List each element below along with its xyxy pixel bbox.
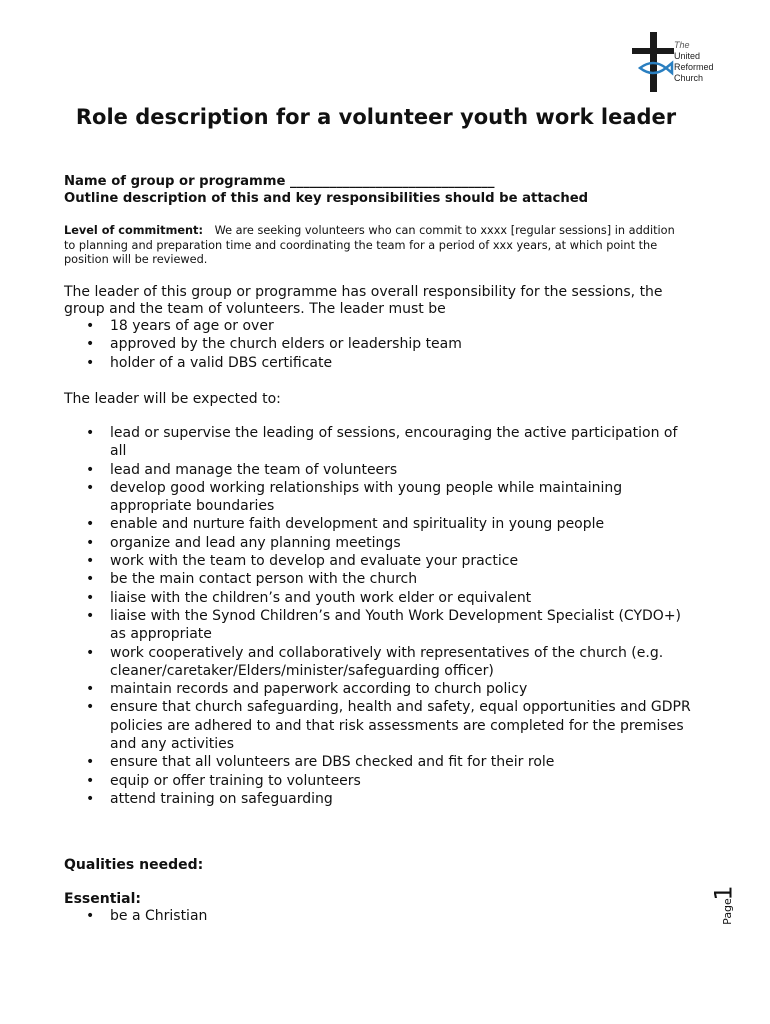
commitment-text: We are seeking volunteers who can commit to xxxx [regular sessions] in addition to planning and preparation time and coordinating the team for a period of xxx years, at which point the position will be reviewed. (64, 224, 675, 266)
list-item: • attend training on safeguarding (64, 790, 694, 808)
page-number-marker (709, 879, 748, 929)
level-of-commitment (64, 224, 684, 268)
list-item: • be a Christian (64, 907, 694, 925)
name-of-group-line (64, 173, 494, 190)
list-item: • liaise with the Synod Children’s and Youth Work Development Specialist (CYDO+) as appropriate (64, 607, 694, 644)
list-item: • equip or offer training to volunteers (64, 772, 694, 790)
commitment-label: Level of commitment: (64, 224, 203, 237)
list-item: • ensure that church safeguarding, health and safety, equal opportunities and GDPR policies are adhered to and that risk assessments are completed for the premises and any activities (64, 698, 694, 753)
logo-line-reformed: Reformed (674, 62, 714, 72)
page-label: Page (720, 898, 734, 925)
list-item: • work with the team to develop and evaluate your practice (64, 552, 694, 570)
list-item: • develop good working relationships with young people while maintaining appropriate boundaries (64, 479, 694, 516)
essential-list (64, 907, 694, 925)
qualities-heading: Qualities needed: (64, 857, 204, 873)
logo-cross-horizontal (632, 48, 674, 54)
leader-intro: The leader of this group or programme has overall responsibility for the sessions, the group and the team of volunteers. The leader must be (64, 284, 663, 317)
list-item: • organize and lead any planning meetings (64, 534, 694, 552)
expectations-list (64, 424, 694, 808)
logo-line-united: United (674, 51, 701, 61)
logo-text (674, 40, 714, 84)
list-item: • liaise with the children’s and youth work elder or equivalent (64, 589, 694, 607)
list-item: • 18 years of age or over (64, 317, 694, 335)
logo-the: The (674, 40, 690, 50)
list-item: • ensure that all volunteers are DBS checked and fit for their role (64, 753, 694, 771)
name-of-group-blank: _______________________________ (290, 174, 495, 189)
logo-line-church: Church (674, 73, 704, 83)
list-item: • work cooperatively and collaboratively with representatives of the church (e.g. cleaner/caretaker/Elders/minister/safeguarding officer) (64, 644, 694, 681)
name-of-group-label: Name of group or programme (64, 174, 286, 189)
page-title: Role description for a volunteer youth work leader (75, 105, 677, 129)
list-item: • be the main contact person with the church (64, 570, 694, 588)
expected-intro: The leader will be expected to: (64, 391, 281, 407)
list-item: • lead or supervise the leading of sessions, encouraging the active participation of all (64, 424, 694, 461)
outline-description: Outline description of this and key responsibilities should be attached (64, 191, 589, 206)
list-item: • approved by the church elders or leadership team (64, 335, 694, 353)
requirements-list (64, 317, 694, 372)
list-item: • enable and nurture faith development and spirituality in young people (64, 515, 694, 533)
essential-heading: Essential: (64, 891, 142, 907)
page-number: 1 (709, 885, 738, 901)
list-item: • lead and manage the team of volunteers (64, 461, 694, 479)
list-item: • maintain records and paperwork according to church policy (64, 680, 694, 698)
list-item: • holder of a valid DBS certificate (64, 354, 694, 372)
